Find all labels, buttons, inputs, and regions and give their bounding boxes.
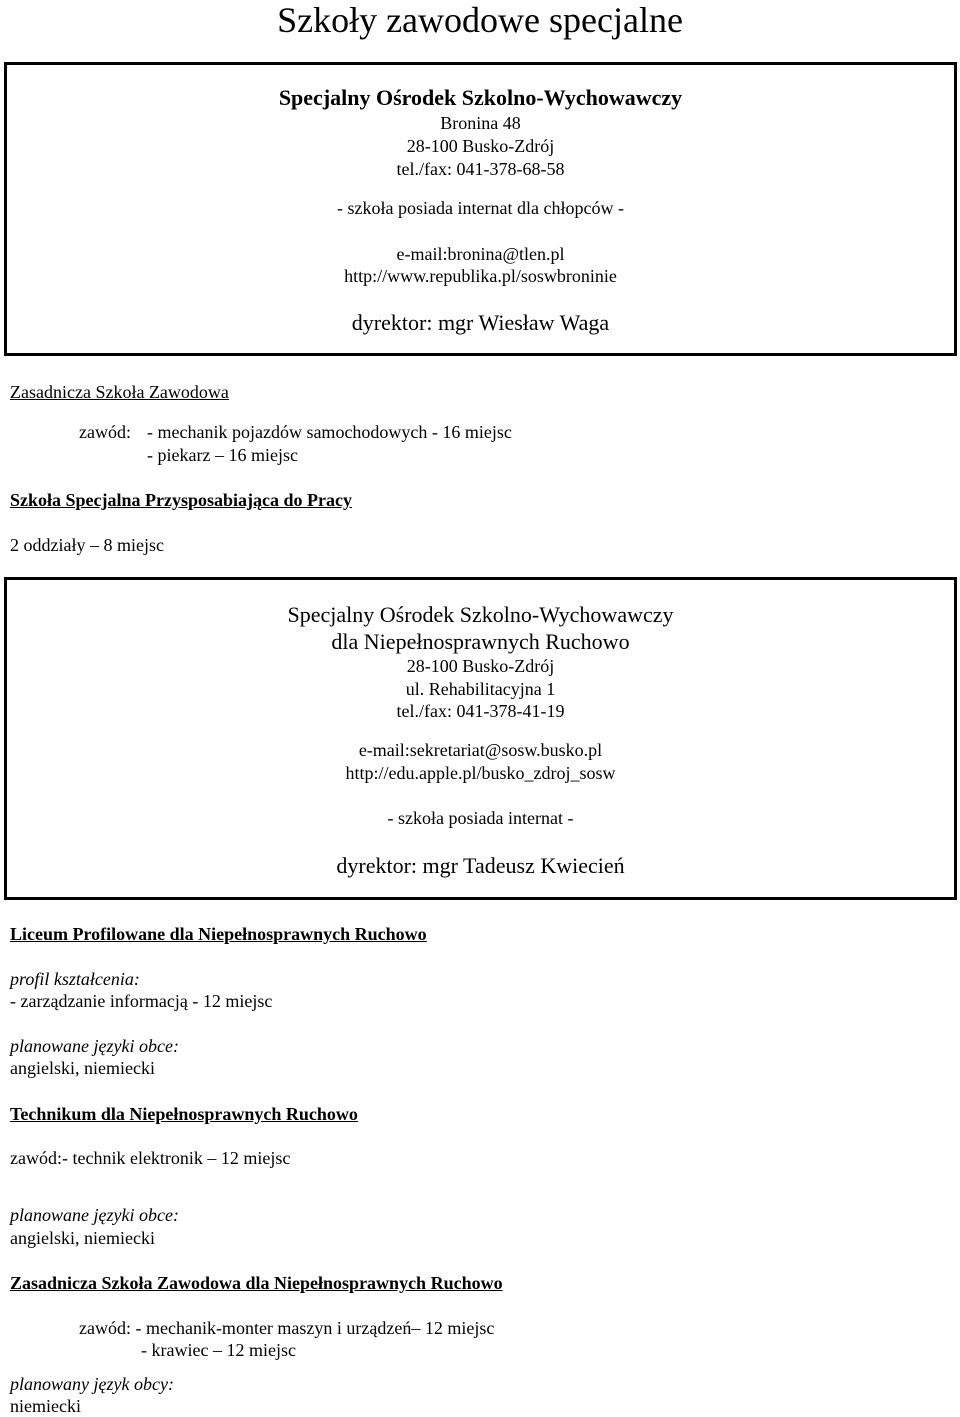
school-city: 28-100 Busko-Zdrój [406, 656, 555, 676]
languages: angielski, niemiecki [10, 1058, 155, 1078]
profession-item: zawód: - mechanik-monter maszyn i urządzeń– 12 miejsc [79, 1318, 495, 1338]
school-city: 28-100 Busko-Zdrój [406, 136, 555, 156]
languages-label: planowany język obcy: [10, 1374, 174, 1394]
section-heading-lp: Liceum Profilowane dla Niepełnosprawnych Ruchowo [10, 924, 427, 944]
section-heading-zsz: Zasadnicza Szkoła Zawodowa [10, 382, 229, 402]
school-email: e-mail:sekretariat@sosw.busko.pl [358, 740, 603, 760]
profession-item: - piekarz – 16 miejsc [147, 445, 298, 465]
profession-item: - krawiec – 12 miejsc [141, 1340, 296, 1360]
school-website: http://edu.apple.pl/busko_zdroj_sosw [345, 763, 616, 783]
internat-note: - szkoła posiada internat - [387, 808, 574, 828]
school-email: e-mail:bronina@tlen.pl [396, 244, 565, 264]
school-director: dyrektor: mgr Wiesław Waga [351, 310, 610, 335]
languages-label: planowane języki obce: [10, 1205, 179, 1225]
page-title: Szkoły zawodowe specjalne [277, 0, 683, 40]
school-director: dyrektor: mgr Tadeusz Kwiecień [336, 853, 625, 878]
profile-item: - zarządzanie informacją - 12 miejsc [10, 991, 273, 1011]
languages-label: planowane języki obce: [10, 1036, 179, 1056]
languages: niemiecki [10, 1396, 81, 1416]
school-name-line2: dla Niepełnosprawnych Ruchowo [331, 629, 630, 654]
school-phone: tel./fax: 041-378-41-19 [396, 701, 565, 721]
profession-text: zawód:- technik elektronik – 12 miejsc [10, 1148, 291, 1168]
internat-note: - szkoła posiada internat dla chłopców - [337, 198, 624, 218]
school-card-bronina [4, 62, 957, 356]
section-heading-zsz-nr: Zasadnicza Szkoła Zawodowa dla Niepełnosprawnych Ruchowo [10, 1273, 503, 1293]
profession-item: - mechanik pojazdów samochodowych - 16 miejsc [147, 422, 512, 442]
languages: angielski, niemiecki [10, 1228, 155, 1248]
school-street: ul. Rehabilitacyjna 1 [405, 679, 556, 699]
school-card-busko [4, 577, 957, 900]
school-phone: tel./fax: 041-378-68-58 [396, 159, 565, 179]
school-street: Bronina 48 [440, 113, 521, 133]
school-name: Specjalny Ośrodek Szkolno-Wychowawczy [278, 85, 683, 110]
profile-label: profil kształcenia: [10, 969, 140, 989]
section-heading-technikum: Technikum dla Niepełnosprawnych Ruchowo [10, 1104, 358, 1124]
school-website: http://www.republika.pl/soswbroninie [344, 266, 617, 286]
section-text: 2 oddziały – 8 miejsc [10, 535, 164, 555]
section-heading-sspdp: Szkoła Specjalna Przysposabiająca do Pracy [10, 490, 352, 510]
school-name: Specjalny Ośrodek Szkolno-Wychowawczy [287, 602, 674, 627]
profession-label: zawód: [79, 422, 131, 442]
